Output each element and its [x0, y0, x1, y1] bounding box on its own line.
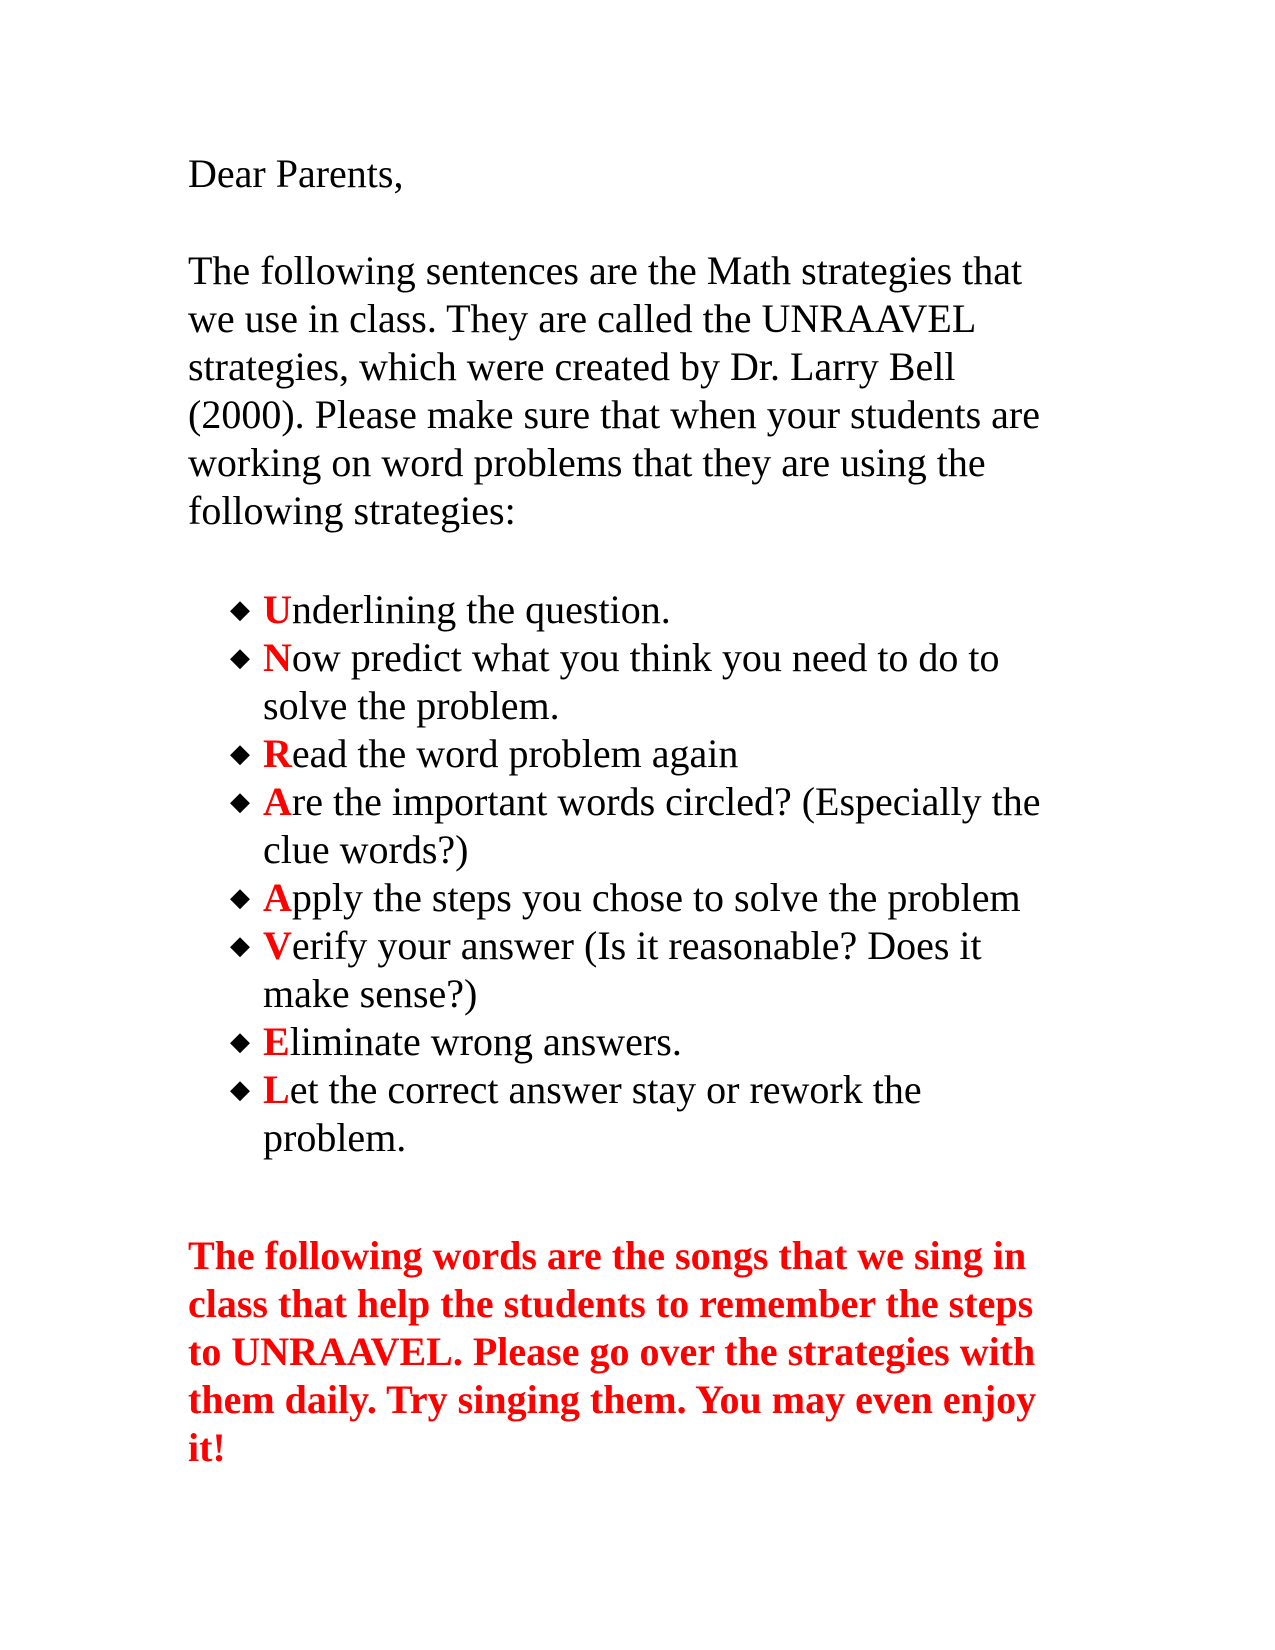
intro-line: The following sentences are the Math strategies that: [188, 248, 1023, 293]
diamond-bullet-icon: ◆: [230, 883, 250, 912]
strategy-line: [263, 970, 1040, 1018]
diamond-bullet-icon: ◆: [230, 1075, 250, 1104]
intro-line: we use in class. They are called the UNRAAVEL: [188, 296, 977, 341]
strategy-line: [263, 922, 1040, 970]
strategy-item: [230, 634, 1040, 730]
diamond-bullet-icon: ◆: [230, 787, 250, 816]
strategy-line: [263, 826, 1040, 874]
strategy-text: nderlining the question.: [291, 587, 671, 632]
strategy-text: clue words?): [263, 827, 469, 872]
closing-line: The following words are the songs that we sing in: [188, 1233, 1027, 1278]
strategy-text: make sense?): [263, 971, 478, 1016]
strategy-line: [263, 634, 1040, 682]
strategy-item: [230, 1018, 1040, 1066]
intro-paragraph: [188, 247, 1040, 535]
strategy-text: problem.: [263, 1115, 407, 1160]
strategy-text: re the important words circled? (Especially the: [291, 779, 1041, 824]
strategy-text: ead the word problem again: [291, 731, 739, 776]
acronym-letter: A: [263, 779, 292, 824]
acronym-letter: E: [263, 1019, 290, 1064]
strategy-text: ow predict what you think you need to do to: [291, 635, 1000, 680]
strategy-text: et the correct answer stay or rework the: [289, 1067, 922, 1112]
greeting: Dear Parents,: [188, 151, 404, 196]
acronym-letter: N: [263, 635, 292, 680]
strategy-line: [263, 778, 1040, 826]
diamond-bullet-icon: ◆: [230, 643, 250, 672]
diamond-bullet-icon: ◆: [230, 739, 250, 768]
acronym-letter: A: [263, 875, 292, 920]
diamond-bullet-icon: ◆: [230, 1027, 250, 1056]
strategy-line: [263, 586, 1040, 634]
strategy-item: [230, 778, 1040, 874]
acronym-letter: L: [263, 1067, 290, 1112]
intro-line: strategies, which were created by Dr. Larry Bell: [188, 344, 956, 389]
intro-line: following strategies:: [188, 488, 516, 533]
strategy-item: [230, 922, 1040, 1018]
diamond-bullet-icon: ◆: [230, 595, 250, 624]
strategy-line: [263, 682, 1040, 730]
strategy-text: pply the steps you chose to solve the problem: [291, 875, 1021, 920]
intro-line: (2000). Please make sure that when your students are: [188, 392, 1040, 437]
acronym-letter: V: [263, 923, 292, 968]
acronym-letter: U: [263, 587, 292, 632]
strategy-text: liminate wrong answers.: [289, 1019, 682, 1064]
closing-line: them daily. Try singing them. You may even enjoy: [188, 1377, 1037, 1422]
strategy-text: erify your answer (Is it reasonable? Does it: [291, 923, 982, 968]
strategy-item: [230, 1066, 1040, 1162]
closing-line: to UNRAAVEL. Please go over the strategies with: [188, 1329, 1036, 1374]
strategy-item: [230, 730, 1040, 778]
strategy-line: [263, 730, 1040, 778]
strategy-item: [230, 586, 1040, 634]
closing-line: it!: [188, 1425, 226, 1470]
strategy-line: [263, 1066, 1040, 1114]
acronym-letter: R: [263, 731, 292, 776]
strategy-text: solve the problem.: [263, 683, 560, 728]
strategy-line: [263, 1114, 1040, 1162]
strategy-line: [263, 874, 1040, 922]
intro-line: working on word problems that they are using the: [188, 440, 986, 485]
strategy-line: [263, 1018, 1040, 1066]
strategy-list: [230, 586, 1040, 1162]
closing-paragraph: [188, 1232, 1036, 1472]
closing-line: class that help the students to remember the steps: [188, 1281, 1034, 1326]
diamond-bullet-icon: ◆: [230, 931, 250, 960]
strategy-item: [230, 874, 1040, 922]
